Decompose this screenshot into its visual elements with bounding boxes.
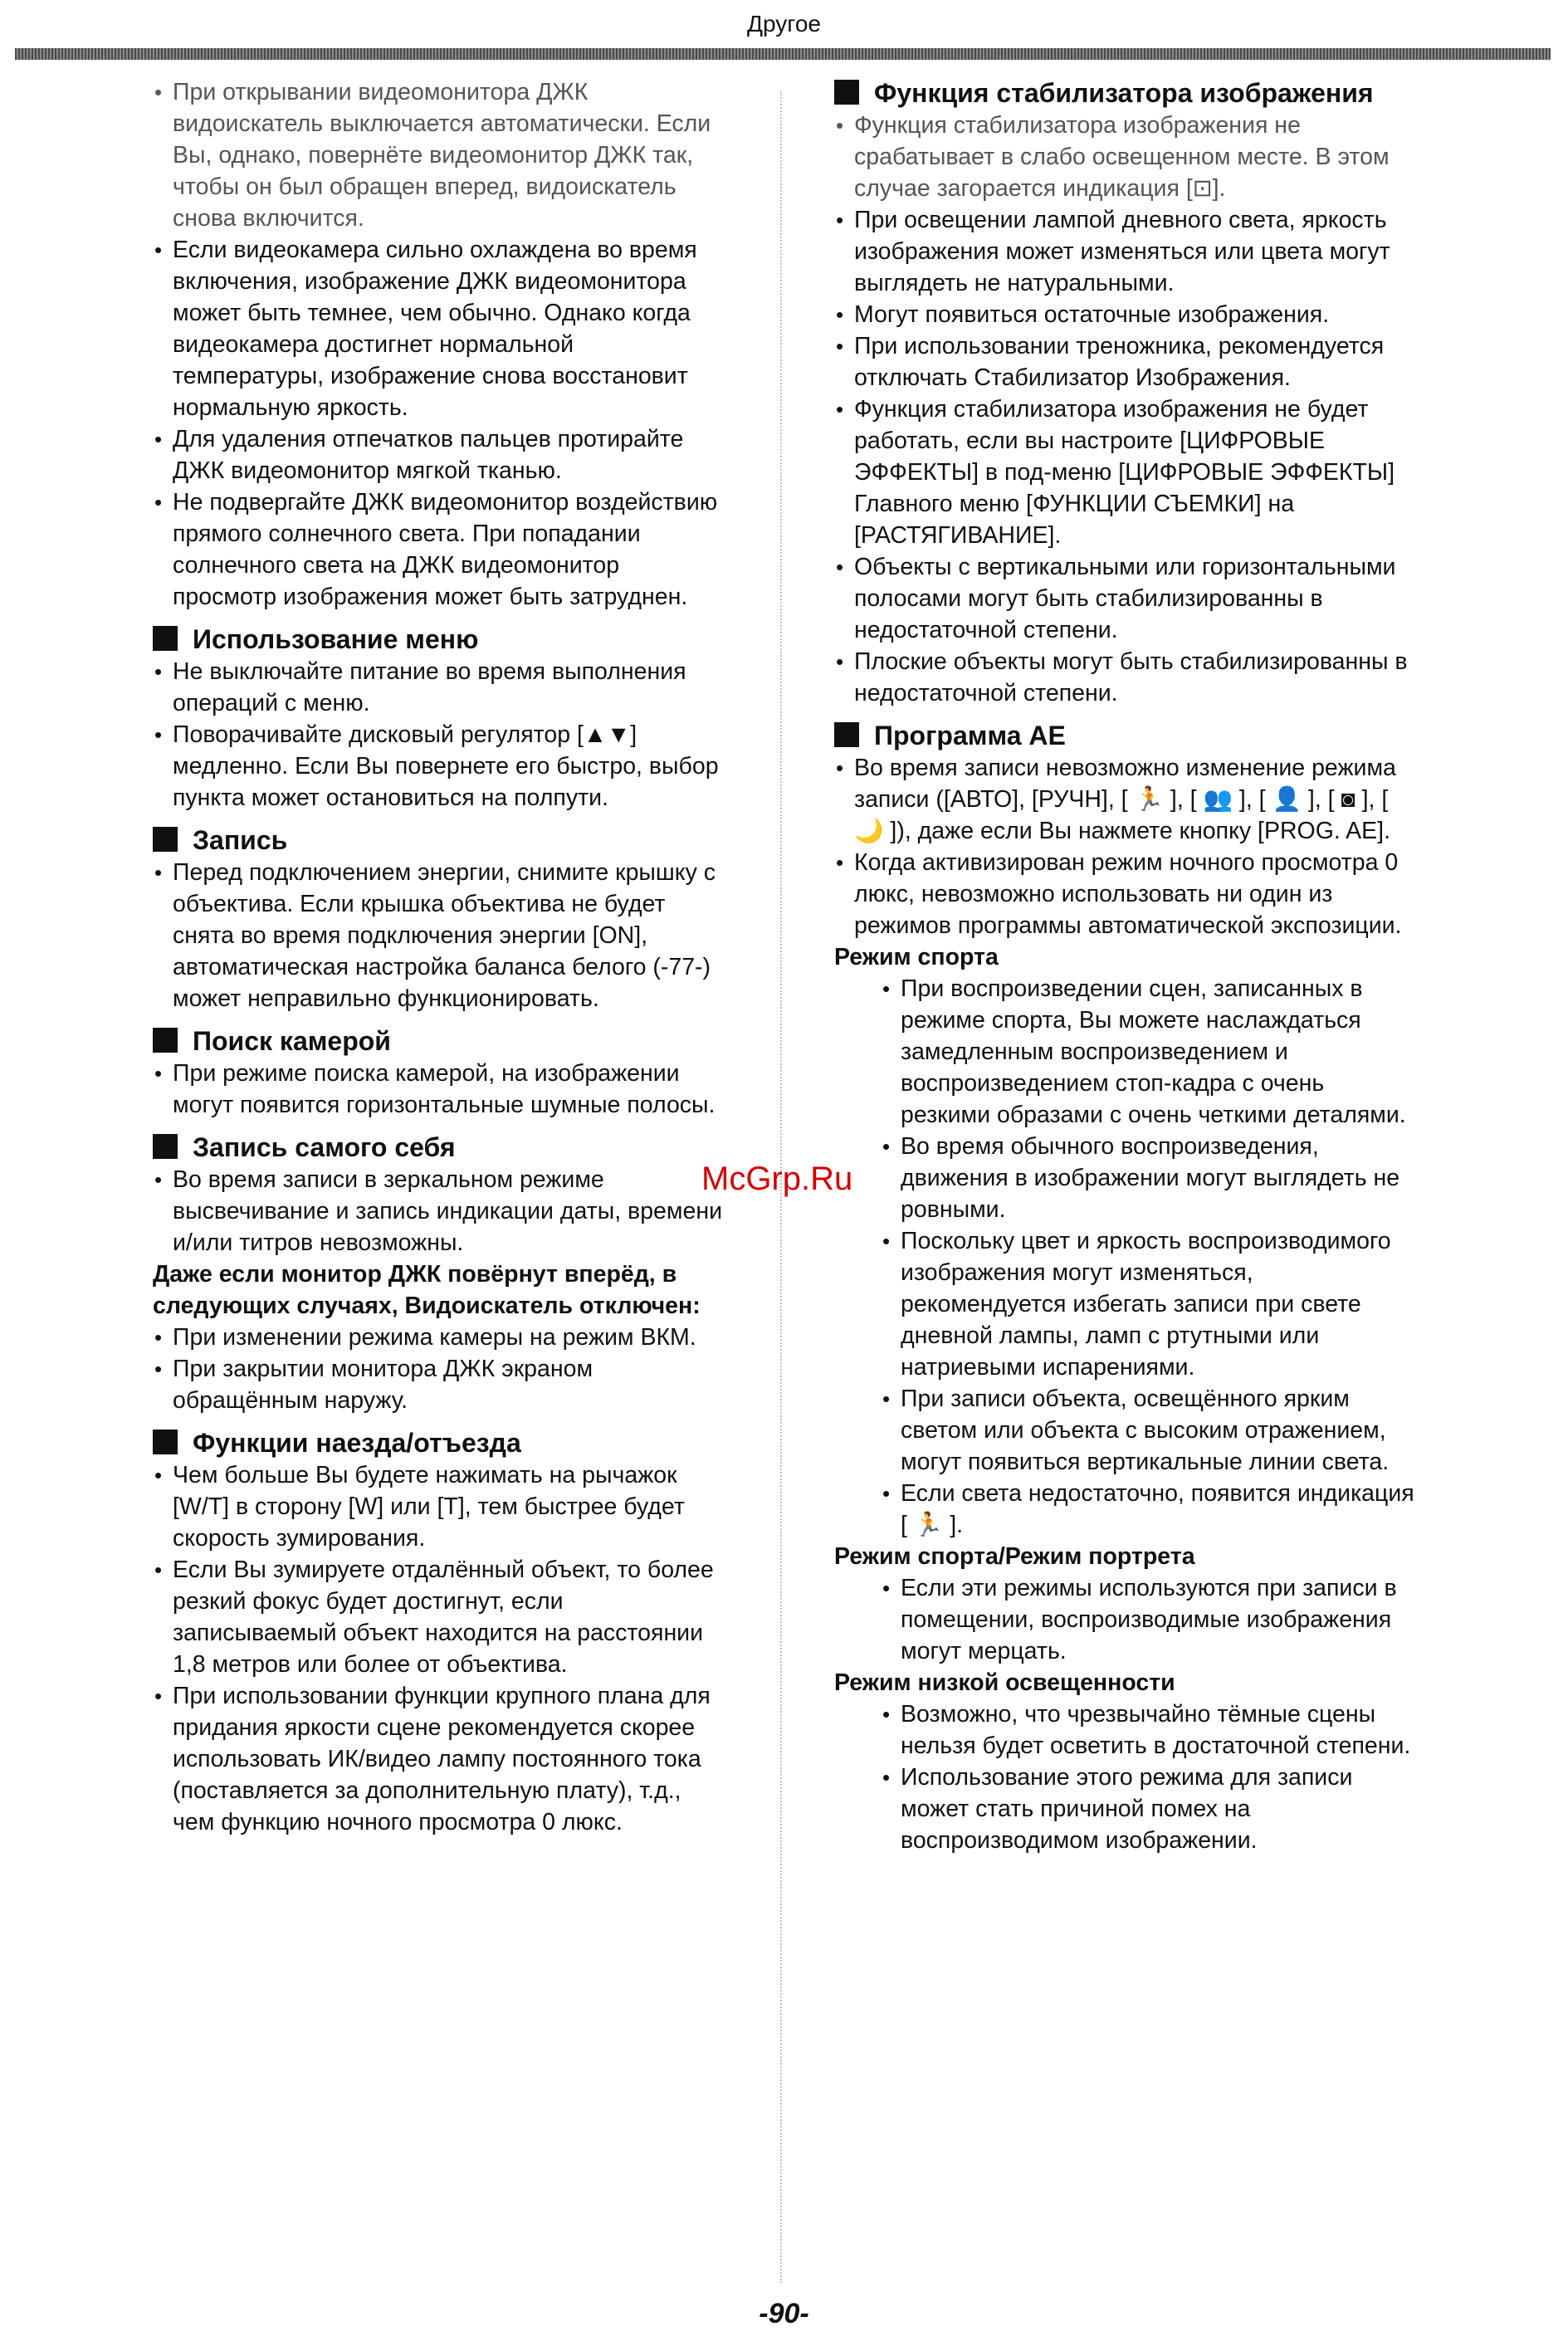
list-item: • Во время записи невозможно изменение режима записи ([АВТО], [РУЧН], [ 🏃 ], [ 👥 ], [ 👤 ], [ ◙ ], [ 🌙 ]), даже если Вы нажмете кнопку [PROG. AE]. [834, 752, 1415, 847]
section-title: Запись самого себя [193, 1132, 456, 1162]
watermark: McGrp.Ru [701, 1161, 853, 1197]
list-item: • При режиме поиска камерой, на изображении могут появится горизонтальные шумные полосы. [153, 1058, 725, 1121]
list-item: • Использование этого режима для записи может стать причиной помех на воспроизводимом изображении. [881, 1762, 1415, 1856]
list-item: • Перед подключением энергии, снимите крышку с объектива. Если крышка объектива не будет снята во время подключения энергии [ON], автоматическая настройка баланса белого (-77-) может неправильно функционировать. [153, 857, 725, 1014]
section-heading-record [153, 824, 725, 857]
list-item: • Если Вы зумируете отдалённый объект, то более резкий фокус будет достигнут, если записываемый объект находится на расстоянии 1,8 метров или более от объектива. [153, 1554, 725, 1680]
section-heading-ae [834, 719, 1415, 752]
list-item: • Функция стабилизатора изображения не будет работать, если вы настроите [ЦИФРОВЫЕ ЭФФЕКТЫ] в под-меню [ЦИФРОВЫЕ ЭФФЕКТЫ] Главного меню [ФУНКЦИИ СЪЕМКИ] на [РАСТЯГИВАНИЕ]. [834, 393, 1415, 551]
list-item: • Могут появиться остаточные изображения. [834, 299, 1415, 330]
list-item: • Во время обычного воспроизведения, движения в изображении могут выглядеть не ровными. [881, 1131, 1415, 1225]
list-item: • При изменении режима камеры на режим ВКМ. [153, 1322, 725, 1353]
section-square-icon [153, 827, 178, 852]
list-item: • При освещении лампой дневного света, яркость изображения может изменяться или цвета могут выглядеть не натуральными. [834, 204, 1415, 299]
list-item: • Если света недостаточно, появится индикация [ 🏃 ]. [881, 1478, 1415, 1541]
section-title: Использование меню [193, 624, 479, 654]
list-item: • Если эти режимы используются при записи в помещении, воспроизводимые изображения могут мерцать. [881, 1572, 1415, 1667]
list-item: • Не выключайте питание во время выполнения операций с меню. [153, 656, 725, 719]
section-square-icon [153, 1134, 178, 1159]
list-item: • При использовании треножника, рекомендуется отключать Стабилизатор Изображения. [834, 330, 1415, 393]
header-rule [15, 48, 1551, 60]
section-heading-self [153, 1131, 725, 1164]
list-item: • Возможно, что чрезвычайно тёмные сцены нельзя будет осветить в достаточной степени. [881, 1698, 1415, 1762]
section-heading-menu [153, 623, 725, 656]
subheading-lowlight: Режим низкой освещенности [834, 1669, 1175, 1696]
section-square-icon [834, 80, 859, 105]
section-title: Функция стабилизатора изображения [874, 78, 1374, 108]
list-item: • Когда активизирован режим ночного просмотра 0 люкс, невозможно использовать ни один из режимов программы автоматической экспозиции. [834, 847, 1415, 941]
list-item: • При использовании функции крупного плана для придания яркости сцене рекомендуется скорее использовать ИК/видео лампу постоянного тока (поставляется за дополнительную плату), т.д., чем функцию ночного просмотра 0 люкс. [153, 1680, 725, 1838]
left-column [153, 76, 725, 1838]
list-item: • Чем больше Вы будете нажимать на рычажок [W/T] в сторону [W] или [T], тем быстрее будет скорость зумирования. [153, 1459, 725, 1554]
subheading-portrait: Режим спорта/Режим портрета [834, 1543, 1195, 1570]
list-item: • Не подвергайте ДЖК видеомонитор воздействию прямого солнечного света. При попадании солнечного света на ДЖК видеомонитор просмотр изображения может быть затруднен. [153, 486, 725, 613]
subheading-sport: Режим спорта [834, 944, 999, 970]
list-item: • При закрытии монитора ДЖК экраном обращённым наружу. [153, 1353, 725, 1416]
section-heading-zoom [153, 1426, 725, 1459]
right-column [834, 76, 1415, 1856]
list-item: • Для удаления отпечатков пальцев протирайте ДЖК видеомонитор мягкой тканью. [153, 423, 725, 486]
list-item: • Функция стабилизатора изображения не срабатывает в слабо освещенном месте. В этом случае загорается индикация [⊡]. [834, 110, 1415, 204]
list-item: • При открывании видеомонитора ДЖК видоискатель выключается автоматически. Если Вы, однако, повернёте видеомонитор ДЖК так, чтобы он был обращен вперед, видоискатель снова включится. [153, 76, 725, 234]
page-header-title: Другое [747, 11, 821, 37]
list-item: • Объекты с вертикальными или горизонтальными полосами могут быть стабилизированны в недостаточной степени. [834, 551, 1415, 646]
subheading: Даже если монитор ДЖК повёрнут вперёд, в следующих случаях, Видоискатель отключен: [153, 1261, 701, 1319]
section-square-icon [834, 722, 859, 747]
section-square-icon [153, 626, 178, 651]
sport-list [834, 973, 1415, 1541]
lowlight-list [834, 1698, 1415, 1856]
list-item: • Если видеокамера сильно охлаждена во время включения, изображение ДЖК видеомонитора может быть темнее, чем обычно. Однако когда видеокамера достигнет нормальной температуры, изображение снова восстановит нормальную яркость. [153, 234, 725, 423]
section-heading-search [153, 1024, 725, 1058]
section-title: Функции наезда/отъезда [193, 1428, 521, 1458]
list-item: • При воспроизведении сцен, записанных в режиме спорта, Вы можете наслаждаться замедленным воспроизведением и воспроизведением стоп-кадра с очень резкими образами с очень четкими деталями. [881, 973, 1415, 1131]
section-title: Запись [193, 825, 288, 855]
section-title: Программа AE [874, 721, 1066, 750]
list-item: • Во время записи в зеркальном режиме высвечивание и запись индикации даты, времени и/или титров невозможны. [153, 1164, 725, 1259]
page-number: -90- [759, 2298, 809, 2329]
list-item: • При записи объекта, освещённого ярким светом или объекта с высоким отражением, могут появиться вертикальные линии света. [881, 1383, 1415, 1478]
list-item: • Поскольку цвет и яркость воспроизводимого изображения могут изменяться, рекомендуется избегать записи при свете дневной лампы, ламп с ртутными или натриевыми испарениями. [881, 1225, 1415, 1383]
portrait-list [834, 1572, 1415, 1667]
section-title: Поиск камерой [193, 1026, 391, 1056]
section-heading-stabilizer [834, 76, 1415, 110]
section-square-icon [153, 1028, 178, 1053]
list-item: • Поворачивайте дисковый регулятор [▲▼] медленно. Если Вы повернете его быстро, выбор пункта может остановиться на полпути. [153, 719, 725, 814]
section-square-icon [153, 1430, 178, 1454]
list-item: • Плоские объекты могут быть стабилизированны в недостаточной степени. [834, 646, 1415, 709]
